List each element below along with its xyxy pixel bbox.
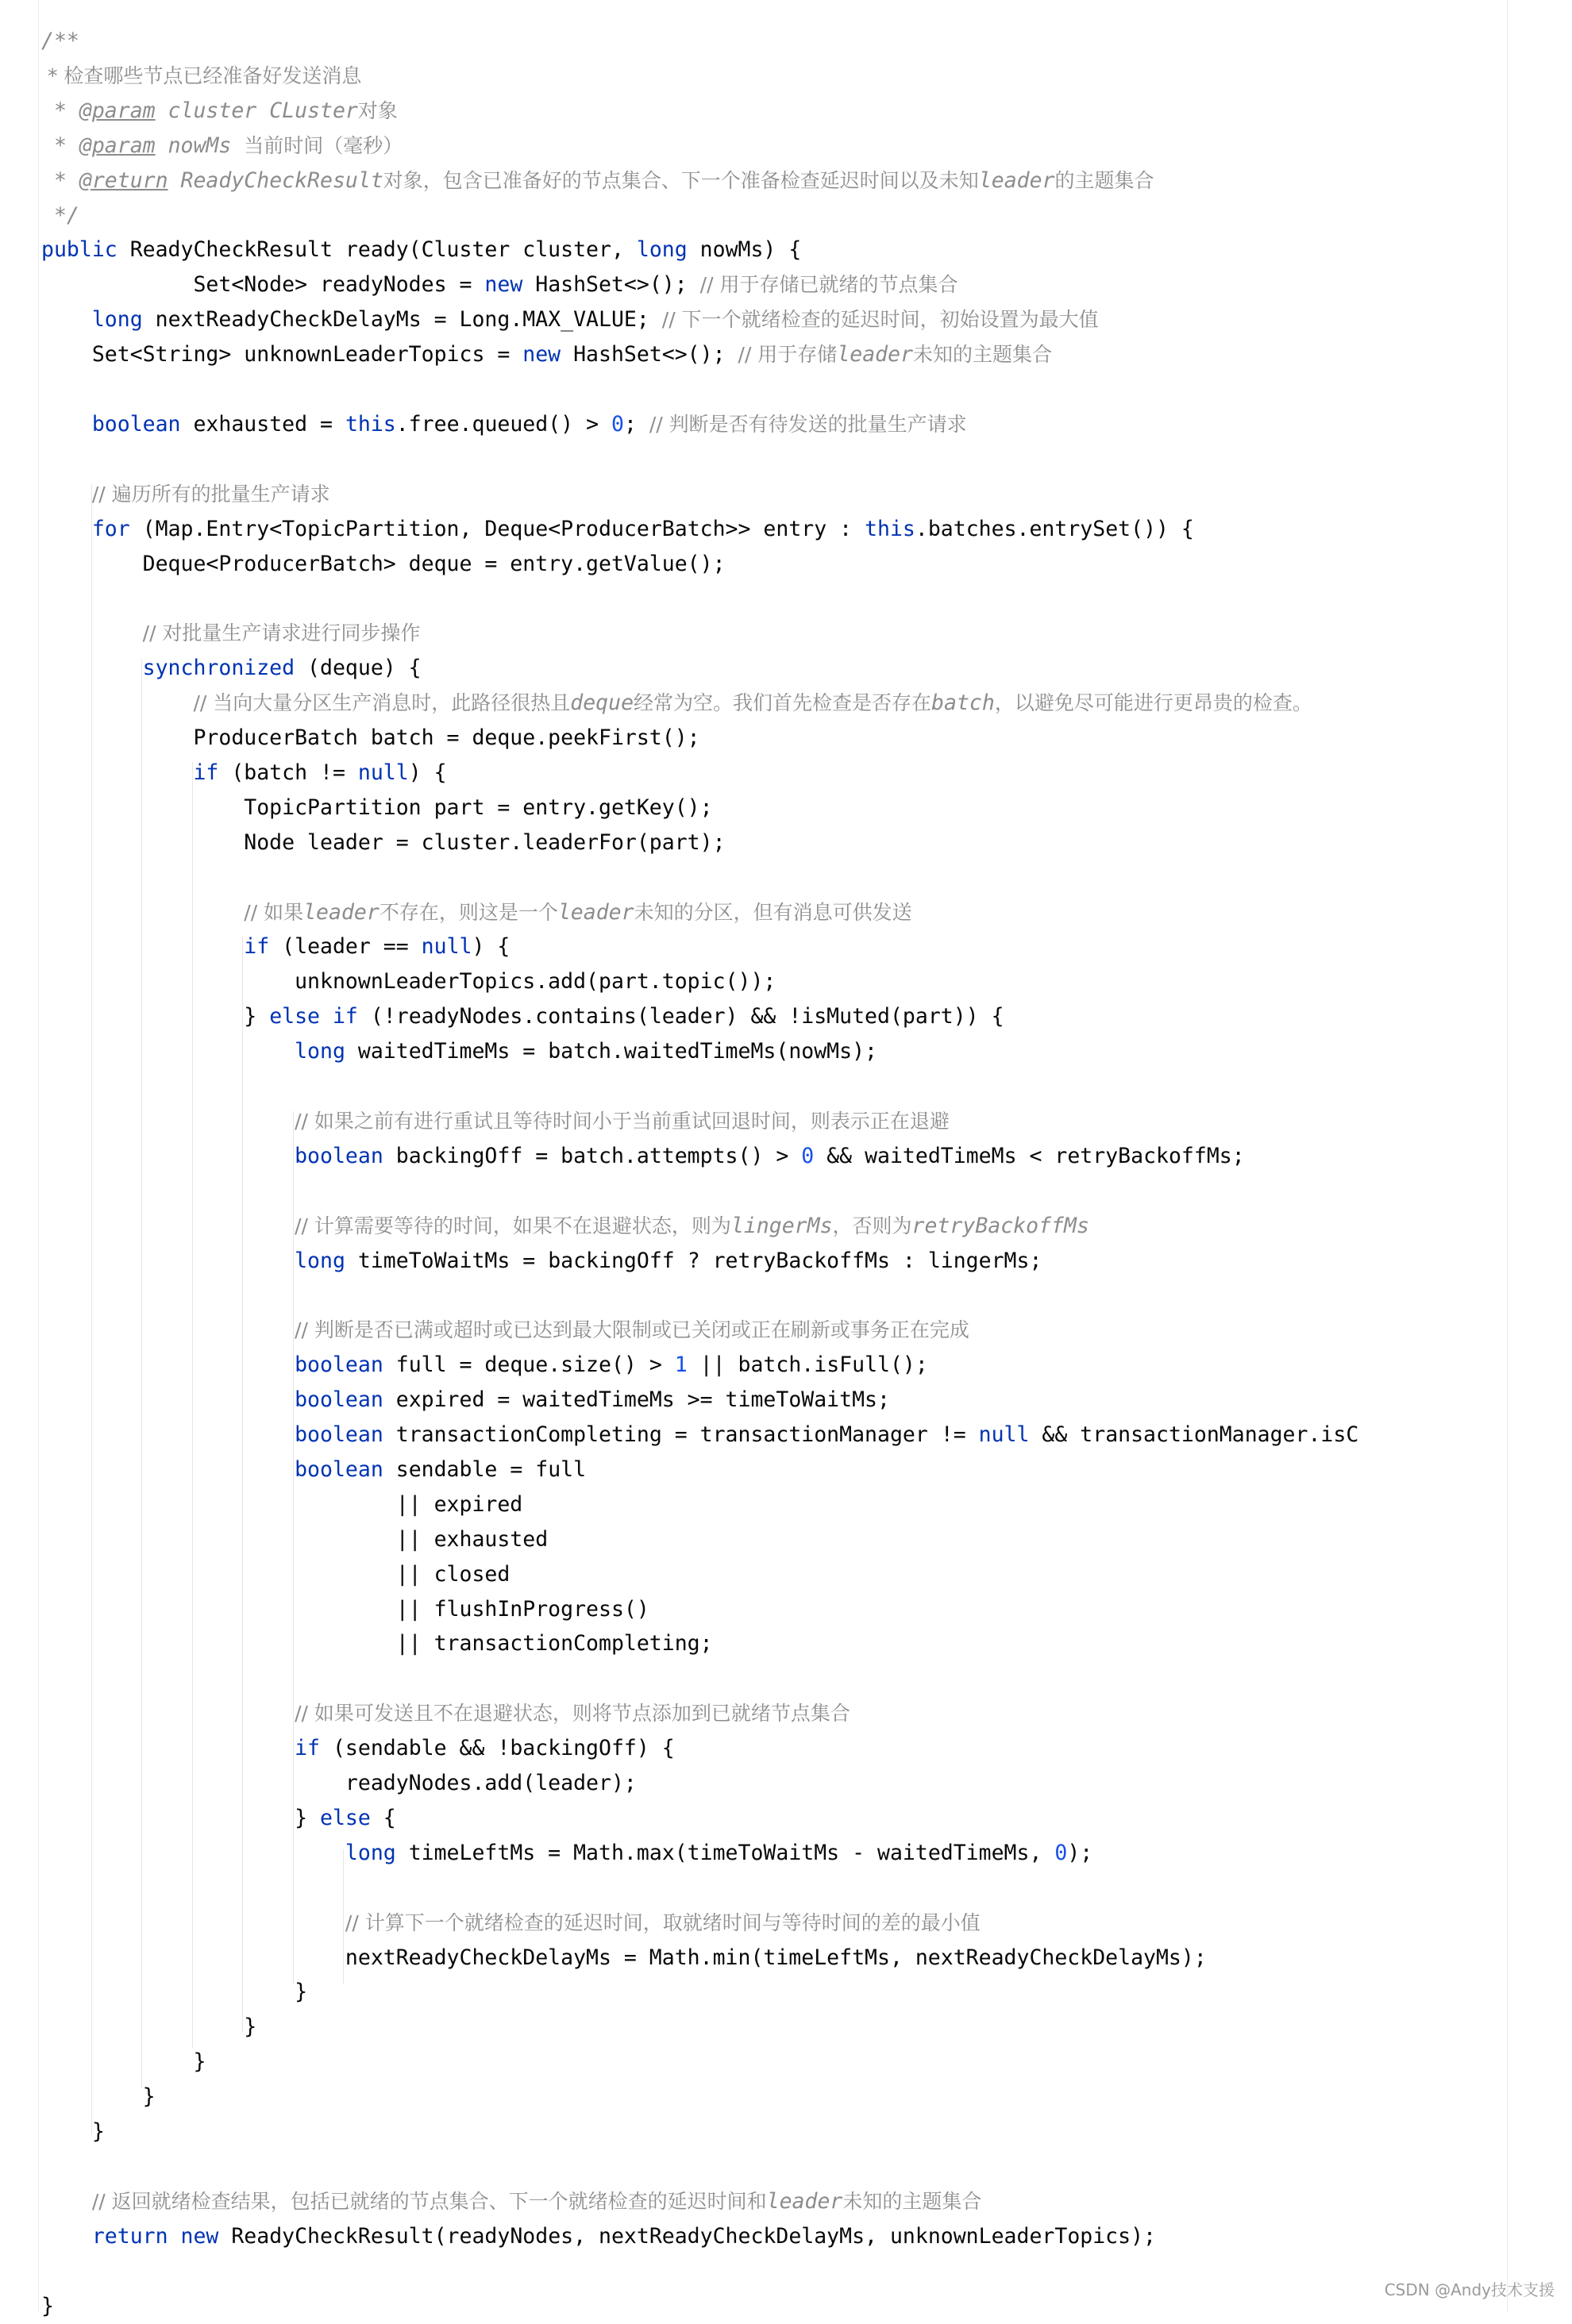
code-line[interactable]	[41, 1557, 510, 1592]
code-line[interactable]	[41, 1626, 713, 1661]
code-token: (batch !=	[218, 760, 358, 785]
code-token: null	[357, 760, 409, 785]
left-margin-line	[38, 0, 39, 2313]
code-line[interactable]	[41, 1452, 586, 1487]
code-line[interactable]	[41, 1034, 877, 1069]
code-token: if	[244, 934, 270, 960]
code-line[interactable]	[41, 1836, 1092, 1871]
code-token	[41, 1144, 295, 1168]
code-line[interactable]	[41, 477, 330, 512]
code-line[interactable]	[41, 791, 713, 825]
code-token: }	[41, 2014, 257, 2040]
code-token: boolean	[295, 1387, 383, 1413]
code-token	[41, 2189, 92, 2214]
code-line[interactable]	[41, 2045, 206, 2080]
code-line[interactable]	[41, 1975, 307, 2010]
code-token: long	[345, 1840, 396, 1865]
code-token: (leader ==	[269, 934, 422, 960]
code-line[interactable]	[41, 2219, 1156, 2254]
code-token: 对象	[357, 98, 398, 122]
code-line[interactable]	[41, 337, 1052, 372]
code-line[interactable]	[41, 198, 79, 233]
code-token: Deque<ProducerBatch> deque = entry.getValue();	[41, 551, 726, 576]
code-line[interactable]	[41, 2289, 54, 2324]
code-token: *	[41, 133, 79, 158]
code-line[interactable]	[41, 895, 912, 930]
code-token: new	[484, 272, 523, 298]
code-line[interactable]	[41, 407, 967, 442]
code-token	[41, 1249, 295, 1273]
code-token: ReadyCheckResult	[168, 167, 383, 193]
code-token: boolean	[295, 1352, 383, 1378]
code-token	[41, 412, 92, 437]
code-token: // 如果	[244, 900, 304, 924]
code-line[interactable]	[41, 512, 1194, 547]
code-token: HashSet<>();	[522, 272, 700, 298]
code-token: * 检查哪些节点已经准备好发送消息	[41, 63, 362, 87]
code-token: (sendable && !backingOff) {	[320, 1736, 675, 1761]
code-token: null	[421, 934, 472, 960]
code-line[interactable]	[41, 616, 420, 651]
code-token: waitedTimeMs = batch.waitedTimeMs(nowMs);	[345, 1039, 878, 1064]
code-line[interactable]	[41, 964, 776, 999]
code-token: && transactionManager.isC	[1029, 1422, 1359, 1447]
code-token: // 如果可发送且不在退避状态，则将节点添加到已就绪节点集合	[295, 1702, 850, 1726]
code-line[interactable]	[41, 1139, 1245, 1174]
code-token: || closed	[41, 1561, 511, 1587]
code-token: // 用于存储已就绪的节点集合	[699, 273, 958, 297]
code-token: .batches.entrySet()) {	[915, 516, 1194, 541]
code-token: new	[522, 342, 561, 367]
code-token: .free.queued() >	[395, 411, 611, 437]
code-token: }	[41, 2293, 54, 2318]
code-token: @param	[79, 133, 156, 158]
code-line[interactable]	[41, 1348, 928, 1383]
code-token: 未知的主题集合	[842, 2189, 982, 2213]
code-token: 1	[674, 1352, 688, 1378]
code-token: // 用于存储	[738, 343, 838, 367]
code-line[interactable]	[41, 1209, 1089, 1244]
code-token: }	[41, 1980, 308, 2005]
code-token	[41, 656, 143, 680]
code-token: leader	[557, 899, 634, 925]
code-token: 0	[801, 1143, 815, 1168]
code-token: }	[41, 2049, 206, 2075]
code-token: this	[865, 516, 915, 541]
code-line[interactable]	[41, 686, 1312, 721]
code-token: Set<Node> readyNodes =	[41, 272, 485, 298]
code-token: nextReadyCheckDelayMs = Math.min(timeLeftMs, nextReadyCheckDelayMs);	[41, 1945, 1207, 1970]
code-token: full = deque.size() >	[383, 1352, 675, 1378]
code-token: }	[41, 2084, 156, 2110]
code-token: ProducerBatch batch = deque.peekFirst();	[41, 725, 700, 750]
code-line[interactable]	[41, 1906, 981, 1941]
code-token: boolean	[295, 1456, 383, 1482]
code-token: // 下一个就绪检查的延迟时间，初始设置为最大值	[661, 308, 1099, 332]
code-token: if	[193, 760, 219, 785]
code-token: timeToWaitMs = backingOff ? retryBackoffMs : lingerMs;	[345, 1248, 1042, 1273]
code-token: lingerMs	[730, 1213, 833, 1238]
code-token: {	[370, 1805, 396, 1830]
code-line[interactable]	[41, 1941, 1207, 1976]
code-token: 对象，包含已准备好的节点集合、下一个准备检查延迟时间以及未知	[383, 168, 979, 192]
code-token: // 判断是否有待发送的批量生产请求	[649, 412, 967, 436]
code-line[interactable]	[41, 1244, 1042, 1279]
code-token: else	[320, 1805, 371, 1830]
code-token	[41, 1352, 295, 1377]
code-token: long	[295, 1039, 345, 1064]
code-token: boolean	[295, 1422, 383, 1447]
code-line[interactable]	[41, 1592, 649, 1627]
code-token	[41, 1422, 295, 1447]
code-token: || transactionCompleting;	[41, 1631, 713, 1656]
code-token: retryBackoffMs	[911, 1213, 1089, 1238]
code-line[interactable]	[41, 2114, 105, 2149]
code-token	[41, 2224, 92, 2249]
code-token: 的主题集合	[1054, 168, 1154, 192]
code-token: nextReadyCheckDelayMs = Long.MAX_VALUE;	[142, 307, 662, 333]
code-line[interactable]	[41, 929, 510, 964]
code-line[interactable]	[41, 24, 79, 59]
code-token: || exhausted	[41, 1526, 549, 1552]
code-token: for	[91, 516, 130, 541]
code-token	[41, 482, 92, 506]
code-token: unknownLeaderTopics.add(part.topic());	[41, 969, 776, 995]
code-token: (deque) {	[295, 656, 422, 681]
code-line[interactable]	[41, 756, 447, 791]
code-token: Set<String> unknownLeaderTopics =	[41, 342, 523, 367]
code-token: nowMs) {	[687, 237, 802, 263]
code-token: // 当向大量分区生产消息时，此路径很热且	[193, 691, 571, 715]
code-token: @param	[79, 98, 156, 123]
code-token	[41, 900, 244, 925]
code-token: ReadyCheckResult(readyNodes, nextReadyCheckDelayMs, unknownLeaderTopics);	[218, 2223, 1156, 2249]
code-token: leader	[837, 342, 914, 367]
code-token: */	[41, 202, 79, 228]
code-token: leader	[978, 167, 1055, 193]
code-token: backingOff = batch.attempts() >	[383, 1143, 802, 1168]
code-token	[41, 621, 143, 645]
code-token: @return	[79, 167, 168, 193]
code-token	[41, 1214, 295, 1238]
code-token: || batch.isFull();	[687, 1352, 928, 1378]
code-token: 不存在，则这是一个	[379, 900, 558, 924]
code-line[interactable]	[41, 2080, 156, 2114]
code-token: 未知的分区，但有消息可供发送	[634, 900, 912, 924]
code-token: // 计算下一个就绪检查的延迟时间，取就绪时间与等待时间的差的最小值	[345, 1910, 981, 1934]
code-token: synchronized	[142, 656, 295, 681]
code-token: }	[41, 1805, 320, 1830]
code-token: exhausted =	[180, 411, 345, 437]
code-token: );	[1067, 1840, 1093, 1865]
code-token	[41, 1910, 345, 1935]
code-token: && waitedTimeMs < retryBackoffMs;	[814, 1143, 1245, 1168]
code-token: ;	[623, 411, 649, 437]
code-token: cluster CLuster	[155, 98, 358, 123]
code-token	[41, 1387, 295, 1412]
code-line[interactable]	[41, 547, 726, 582]
code-token: batch	[931, 691, 995, 716]
code-token: else if	[269, 1004, 358, 1029]
code-token: }	[41, 1004, 270, 1029]
code-token: // 判断是否已满或超时或已达到最大限制或已关闭或正在刷新或事务正在完成	[295, 1318, 969, 1342]
code-token: deque	[570, 691, 634, 716]
code-token: *	[41, 98, 79, 123]
code-token: (!readyNodes.contains(leader) && !isMuted(part)) {	[357, 1004, 1004, 1029]
code-token: 0	[1054, 1840, 1068, 1865]
code-token: || flushInProgress()	[41, 1596, 649, 1622]
code-token	[41, 934, 244, 959]
code-line[interactable]	[41, 1731, 675, 1766]
code-token: leader	[303, 899, 380, 925]
code-line[interactable]	[41, 1766, 637, 1801]
code-line[interactable]	[41, 1104, 950, 1139]
code-token: }	[41, 2119, 105, 2144]
code-token: // 遍历所有的批量生产请求	[91, 482, 330, 506]
code-token: boolean	[295, 1143, 383, 1168]
code-token: || expired	[41, 1491, 523, 1517]
watermark: CSDN @Andy技术支援	[1384, 2280, 1555, 2299]
code-line[interactable]	[41, 721, 700, 756]
right-margin-line	[1507, 0, 1508, 2313]
code-line[interactable]	[41, 999, 1004, 1034]
code-token	[41, 1318, 295, 1342]
code-token: ) {	[472, 934, 511, 960]
code-line[interactable]	[41, 1383, 890, 1418]
code-line[interactable]	[41, 651, 422, 686]
code-token: 未知的主题集合	[913, 343, 1053, 367]
code-line[interactable]	[41, 94, 398, 129]
code-token: if	[295, 1736, 321, 1761]
code-token: // 对批量生产请求进行同步操作	[142, 621, 421, 645]
code-line[interactable]	[41, 1418, 1358, 1452]
code-token: // 返回就绪检查结果，包括已就绪的节点集合、下一个就绪检查的延迟时间和	[91, 2189, 767, 2213]
code-line[interactable]	[41, 233, 801, 267]
code-token: ，以避免尽可能进行更昂贵的检查。	[994, 691, 1312, 715]
code-token: public	[41, 237, 118, 263]
code-line[interactable]	[41, 2184, 981, 2219]
code-token: expired = waitedTimeMs >= timeToWaitMs;	[383, 1387, 890, 1413]
code-token	[41, 1457, 295, 1482]
code-token: *	[41, 167, 79, 193]
code-token: return new	[91, 2223, 219, 2249]
code-token: long	[636, 237, 688, 263]
code-token: sendable = full	[383, 1456, 587, 1482]
code-token	[41, 760, 193, 785]
code-token: ) {	[408, 760, 447, 785]
code-line[interactable]	[41, 129, 403, 164]
code-token: transactionCompleting = transactionManager !=	[383, 1422, 979, 1447]
code-token: Node leader = cluster.leaderFor(part);	[41, 829, 726, 855]
code-line[interactable]	[41, 2010, 256, 2045]
code-token: timeLeftMs = Math.max(timeToWaitMs - waitedTimeMs,	[395, 1840, 1055, 1865]
code-line[interactable]	[41, 1522, 548, 1557]
code-token: // 计算需要等待的时间，如果不在退避状态，则为	[295, 1214, 731, 1237]
code-token: null	[978, 1422, 1030, 1447]
code-line[interactable]	[41, 59, 361, 94]
code-line[interactable]	[41, 825, 726, 860]
code-token: 经常为空。我们首先检查是否存在	[634, 691, 932, 715]
code-token	[41, 1701, 295, 1726]
code-token: boolean	[91, 411, 181, 437]
code-token: // 如果之前有进行重试且等待时间小于当前重试回退时间，则表示正在退避	[295, 1109, 950, 1133]
code-token	[41, 1039, 295, 1064]
code-token	[41, 307, 92, 332]
code-line[interactable]	[41, 1801, 396, 1836]
code-line[interactable]	[41, 267, 957, 302]
code-line[interactable]	[41, 1313, 969, 1348]
code-token: ReadyCheckResult ready(Cluster cluster,	[117, 237, 637, 263]
code-token	[41, 691, 193, 715]
code-token	[41, 1109, 295, 1133]
code-token: leader	[766, 2188, 843, 2214]
code-token: 当前时间（毫秒）	[244, 133, 403, 157]
code-line[interactable]	[41, 164, 1154, 198]
code-token: ，否则为	[832, 1214, 912, 1237]
code-line[interactable]	[41, 1696, 850, 1731]
code-token: /**	[41, 29, 79, 53]
code-token: 0	[611, 411, 624, 437]
code-token	[41, 517, 92, 541]
code-token: long	[295, 1248, 345, 1273]
code-line[interactable]	[41, 302, 1099, 337]
code-token	[41, 1736, 295, 1760]
code-token: readyNodes.add(leader);	[41, 1771, 637, 1795]
code-line[interactable]	[41, 1487, 522, 1522]
code-token: nowMs	[155, 133, 245, 158]
code-token: HashSet<>();	[561, 342, 738, 367]
code-token	[41, 1841, 345, 1865]
code-token: (Map.Entry<TopicPartition, Deque<ProducerBatch>> entry :	[129, 516, 865, 541]
code-token: long	[91, 307, 143, 333]
code-token: TopicPartition part = entry.getKey();	[41, 795, 713, 820]
code-token: this	[345, 411, 396, 437]
